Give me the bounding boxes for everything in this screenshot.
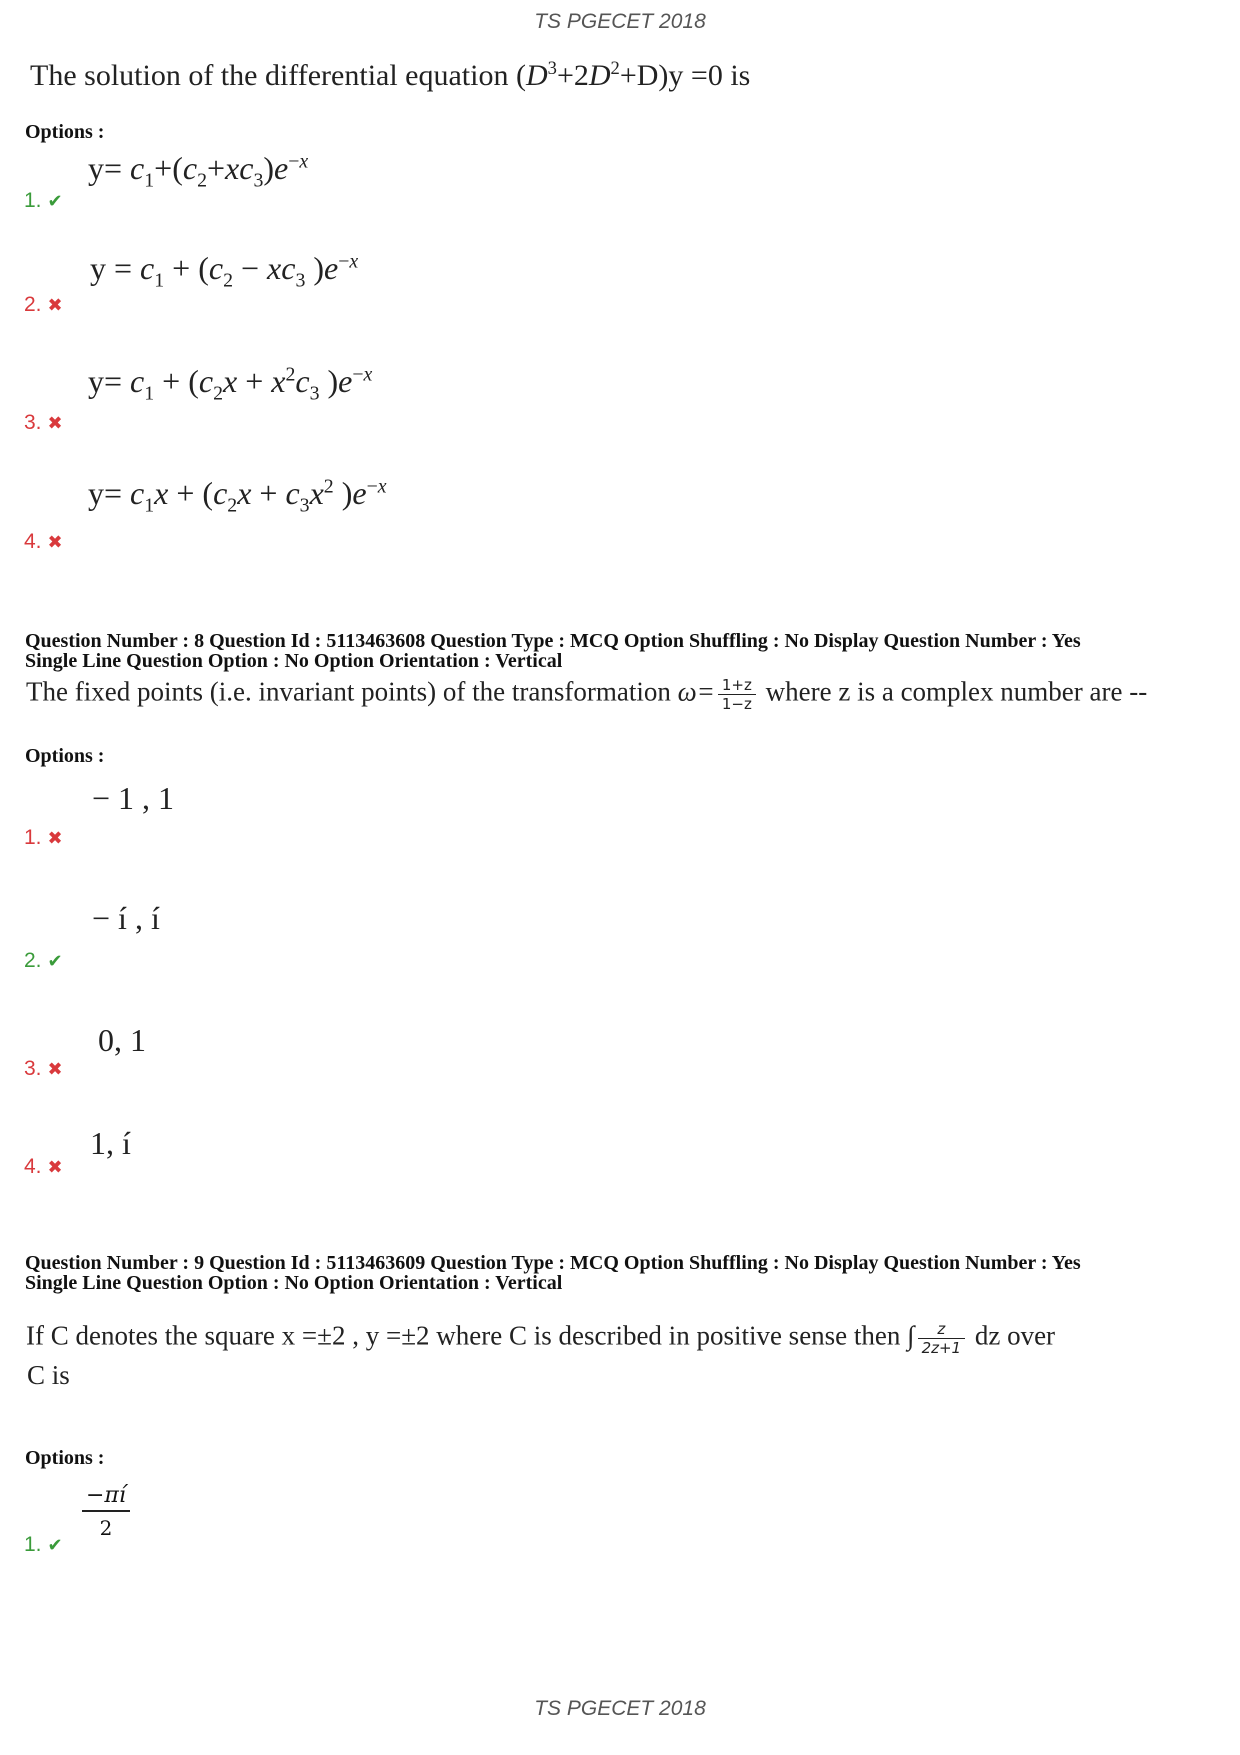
q8-option-2-number: 2. ✔: [24, 949, 63, 972]
question-8-meta-line-1: Question Number : 8 Question Id : 5113463608 Question Type : MCQ Option Shuffling : No Display Question Number : Yes: [25, 630, 1081, 652]
wrong-cross-icon: ✖: [47, 413, 63, 434]
question-9-meta-line-1: Question Number : 9 Question Id : 5113463609 Question Type : MCQ Option Shuffling : No Display Question Number : Yes: [25, 1252, 1081, 1274]
wrong-cross-icon: ✖: [47, 828, 63, 849]
wrong-cross-icon: ✖: [47, 1157, 63, 1178]
q7-option-4-number: 4. ✖: [24, 530, 63, 553]
question-8-text: The fixed points (i.e. invariant points) of the transformation ω= $\frac{1+z}{1-z}$ where z is a complex number are --: [26, 676, 1148, 713]
question-9-text-line-1: If C denotes the square x =±2 , y =±2 where C is described in positive sense then ∫ $\frac{z}{2z+1}$ dz over: [26, 1320, 1056, 1357]
correct-check-icon: ✔: [47, 191, 63, 212]
wrong-cross-icon: ✖: [47, 1059, 63, 1080]
q9-fraction: $\frac{z}{2z+1}$: [918, 1320, 966, 1357]
q7-option-1-expression: $y= c_1+(c_2+xc_3)e^{-x}$: [88, 150, 309, 192]
page-header: TS PGECET 2018: [534, 10, 706, 33]
options-label: Options :: [25, 745, 105, 767]
question-9-text-line-2: C is: [27, 1360, 70, 1390]
correct-check-icon: ✔: [47, 951, 63, 972]
options-label: Options :: [25, 1447, 105, 1469]
page-footer: TS PGECET 2018: [534, 1697, 706, 1720]
q9-option-1-fraction: −πí 2: [82, 1483, 130, 1540]
q8-option-3-number: 3. ✖: [24, 1057, 63, 1080]
q8-fraction: $\frac{1+z}{1-z}$: [718, 676, 756, 713]
q7-option-3-expression: $y= c_1 + (c_2x + x^2c_3$ )$e^{-x}$: [88, 363, 373, 405]
wrong-cross-icon: ✖: [47, 295, 63, 316]
q8-option-1-text: − 1 , 1: [92, 780, 175, 816]
q8-option-4-number: 4. ✖: [24, 1155, 63, 1178]
q7-option-1-number: 1. ✔: [24, 189, 63, 212]
q8-option-2-text: − í , í: [92, 900, 160, 936]
q7-option-2-number: 2. ✖: [24, 293, 63, 316]
correct-check-icon: ✔: [47, 1535, 63, 1556]
q8-option-4-text: 1, í: [90, 1125, 131, 1161]
question-7-text: The solution of the differential equation $(D^3+2D^2+D)y =0$ is: [30, 58, 751, 92]
wrong-cross-icon: ✖: [47, 532, 63, 553]
q7-option-4-expression: $y= c_1x + (c_2x + c_3x^2$ )$e^{-x}$: [88, 475, 387, 517]
question-9-meta-line-2: Single Line Question Option : No Option Orientation : Vertical: [25, 1272, 563, 1294]
q7-option-3-number: 3. ✖: [24, 411, 63, 434]
q8-option-1-number: 1. ✖: [24, 826, 63, 849]
options-label: Options :: [25, 121, 105, 143]
q7-option-2-expression: $y = c_1 + (c_2 - xc_3$ )$e^{-x}$: [90, 250, 359, 292]
q9-option-1-number: 1. ✔: [24, 1533, 63, 1556]
q8-option-3-text: 0, 1: [98, 1022, 146, 1058]
question-8-meta-line-2: Single Line Question Option : No Option Orientation : Vertical: [25, 650, 563, 672]
